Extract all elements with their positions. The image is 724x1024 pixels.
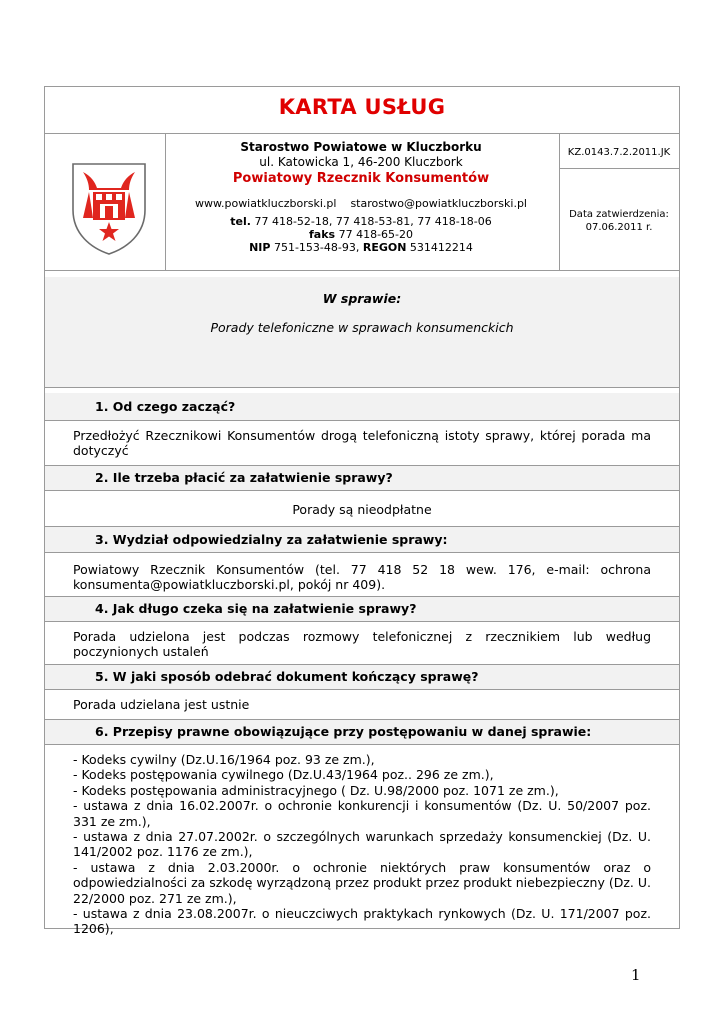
office-info bbox=[165, 140, 557, 254]
approval-date: 07.06.2011 r. bbox=[585, 222, 653, 233]
section-3-heading: 3. Wydział odpowiedzialny za załatwienie sprawy: bbox=[95, 532, 448, 547]
section-1-heading: 1. Od czego zacząć? bbox=[95, 399, 236, 414]
regon-label: REGON bbox=[362, 241, 407, 254]
regulation-item: - ustawa z dnia 27.07.2002r. o szczególnych warunkach sprzedaży konsumenckiej (Dz. U. 141/2002 poz. 1176 ze zm.), bbox=[73, 829, 651, 860]
nip-label: NIP bbox=[249, 241, 271, 254]
service-card bbox=[44, 86, 680, 937]
section-2-head bbox=[45, 465, 679, 491]
regulation-item: - ustawa z dnia 16.02.2007r. o ochronie konkurencji i konsumentów (Dz. U. 50/2007 poz. 331 ze zm.), bbox=[73, 798, 651, 829]
department-name: Powiatowy Rzecznik Konsumentów bbox=[232, 171, 490, 186]
subject-text: Porady telefoniczne w sprawach konsumenckich bbox=[210, 320, 514, 335]
regulation-item: - ustawa z dnia 23.08.2007r. o nieuczciwych praktykach rynkowych (Dz. U. 171/2007 poz. 1206), bbox=[73, 906, 651, 937]
section-4-body bbox=[45, 623, 679, 664]
section-5-head bbox=[45, 664, 679, 690]
section-6-head bbox=[45, 719, 679, 745]
subject-row bbox=[45, 277, 679, 387]
section-1-text: Przedłożyć Rzecznikowi Konsumentów drogą telefoniczną istoty sprawy, której porada ma dotyczyć bbox=[73, 428, 651, 458]
regon-value: 531412214 bbox=[409, 241, 473, 254]
regulation-item: - Kodeks postępowania administracyjnego ( Dz. U.98/2000 poz. 1071 ze zm.), bbox=[73, 782, 559, 798]
tel-value: 77 418-52-18, 77 418-53-81, 77 418-18-06 bbox=[254, 215, 492, 228]
tel-label: tel. bbox=[230, 215, 251, 228]
page-number: 1 bbox=[631, 966, 641, 984]
section-1-body bbox=[45, 422, 679, 464]
nip-value: 751-153-48-93, bbox=[273, 241, 360, 254]
subject-label: W sprawie: bbox=[322, 291, 402, 306]
section-5-body bbox=[45, 691, 679, 719]
section-4-heading: 4. Jak długo czeka się na załatwienie sprawy? bbox=[95, 601, 417, 616]
section-5-text: Porada udzielana jest ustnie bbox=[73, 697, 250, 712]
section-3-text: Powiatowy Rzecznik Konsumentów (tel. 77 418 52 18 wew. 176, e-mail: ochrona konsumenta@powiatkluczborski.pl, pokój nr 409). bbox=[73, 562, 651, 592]
office-name: Starostwo Powiatowe w Kluczborku bbox=[240, 140, 482, 154]
regulations-list bbox=[45, 746, 679, 937]
title-row bbox=[45, 87, 679, 133]
approval-label: Data zatwierdzenia: bbox=[569, 209, 669, 220]
section-2-text: Porady są nieodpłatne bbox=[292, 502, 432, 517]
fax-value: 77 418-65-20 bbox=[338, 228, 413, 241]
fax-label: faks bbox=[309, 228, 336, 241]
regulation-item: - ustawa z dnia 2.03.2000r. o ochronie niektórych praw konsumentów oraz o odpowiedzialności za szkodę wyrządzoną przez produkt przez produkt niebezpieczny (Dz. U. 22/2000 poz. 271 ze zm.), bbox=[73, 859, 651, 906]
section-4-text: Porada udzielona jest podczas rozmowy telefonicznej z rzecznikiem lub według poczynionych ustaleń bbox=[73, 629, 651, 659]
page-title: KARTA USŁUG bbox=[278, 95, 446, 119]
header-row bbox=[45, 134, 679, 270]
regulation-item: - Kodeks postępowania cywilnego (Dz.U.43/1964 poz.. 296 ze zm.), bbox=[73, 767, 494, 783]
coat-of-arms-icon bbox=[69, 158, 149, 258]
email-link[interactable]: starostwo@powiatkluczborski.pl bbox=[350, 197, 527, 210]
section-1-head bbox=[45, 393, 679, 421]
approval-block bbox=[559, 208, 679, 234]
office-address: ul. Katowicka 1, 46-200 Kluczbork bbox=[259, 155, 463, 169]
section-5-heading: 5. W jaki sposób odebrać dokument kończący sprawę? bbox=[95, 669, 479, 684]
section-3-body bbox=[45, 554, 679, 596]
section-6-heading: 6. Przepisy prawne obowiązujące przy postępowaniu w danej sprawie: bbox=[95, 724, 592, 739]
section-2-heading: 2. Ile trzeba płacić za załatwienie sprawy? bbox=[95, 470, 393, 485]
website-link[interactable]: www.powiatkluczborski.pl bbox=[195, 197, 337, 210]
doc-code: KZ.0143.7.2.2011.JK bbox=[567, 147, 671, 158]
section-4-head bbox=[45, 596, 679, 622]
section-2-body bbox=[45, 492, 679, 526]
regulation-item: - Kodeks cywilny (Dz.U.16/1964 poz. 93 ze zm.), bbox=[73, 752, 375, 767]
section-3-head bbox=[45, 526, 679, 553]
